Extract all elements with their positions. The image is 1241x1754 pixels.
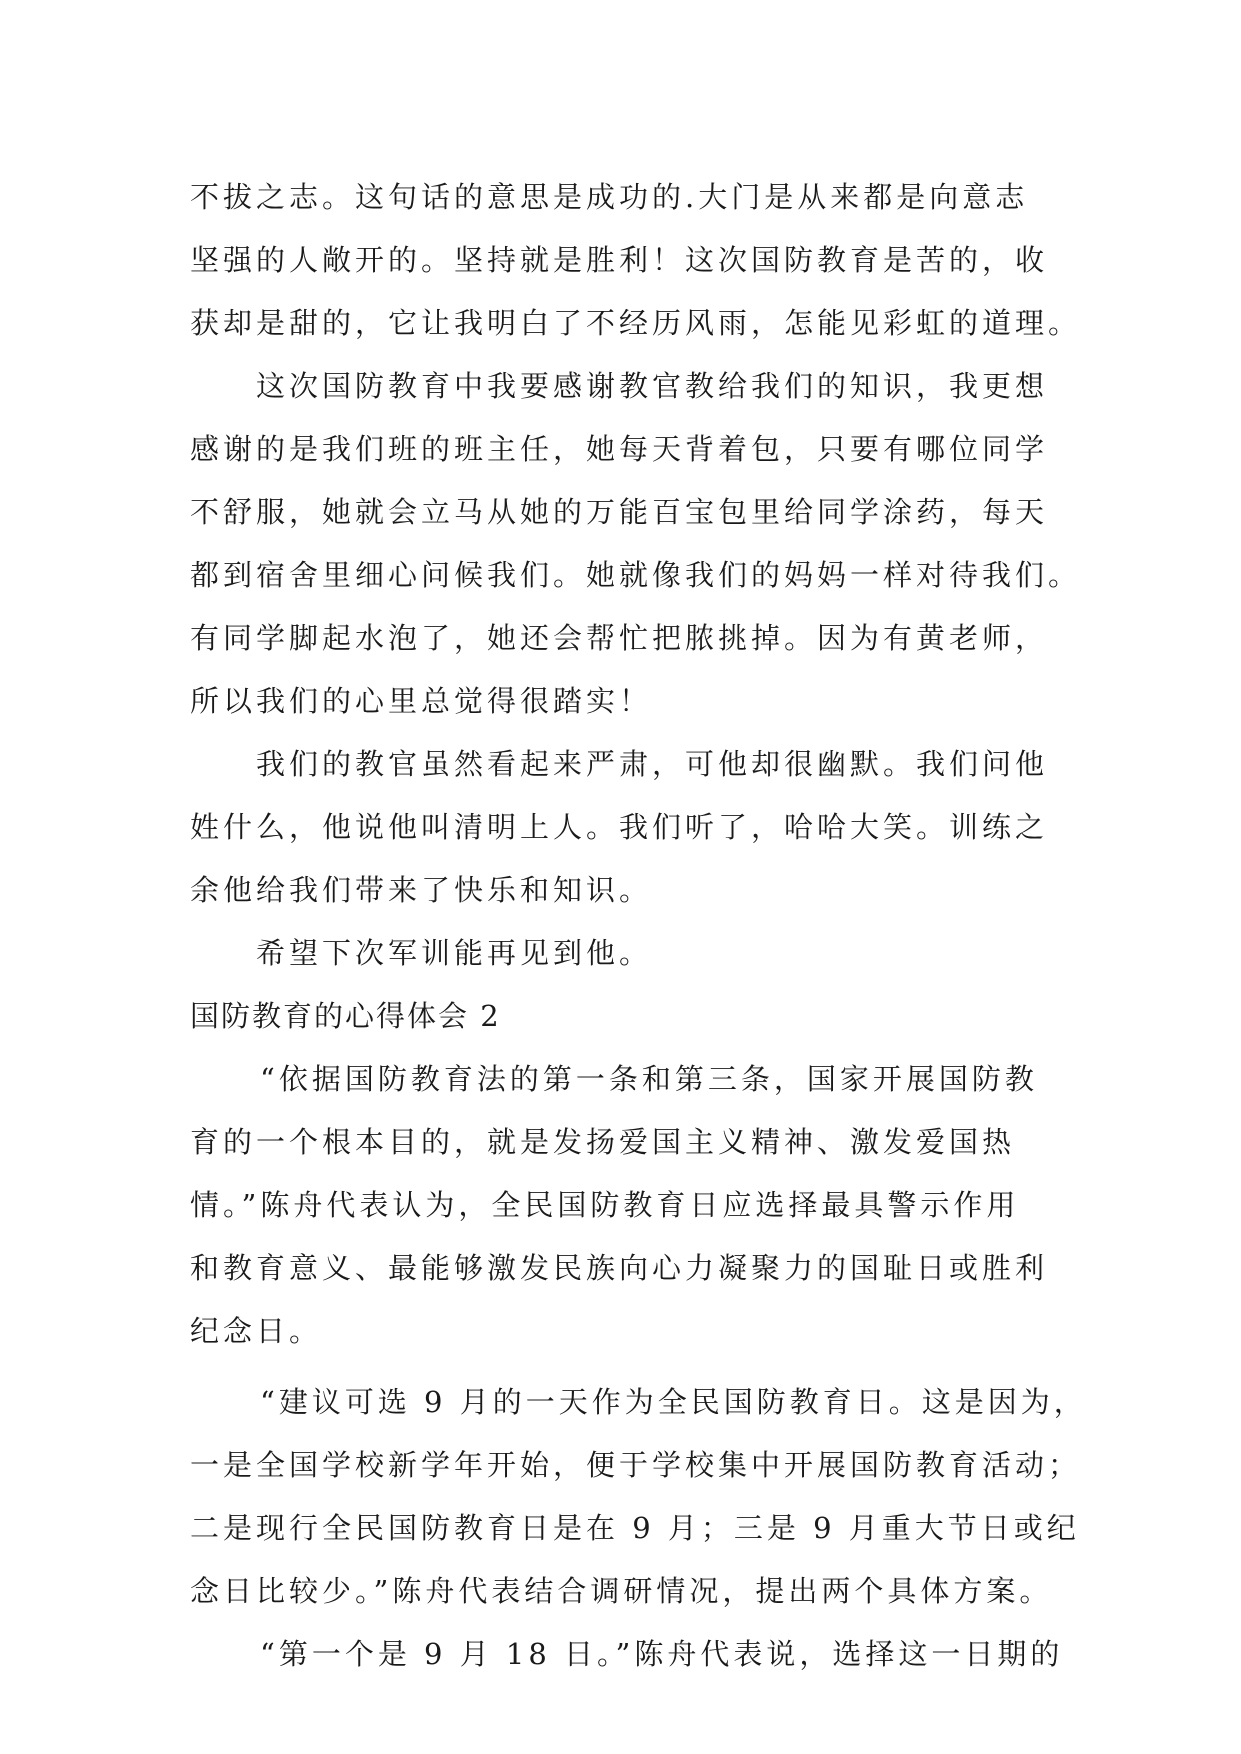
text-line: 都到宿舍里细心问候我们。她就像我们的妈妈一样对待我们。 xyxy=(190,558,1082,592)
text-line: 姓什么，他说他叫清明上人。我们听了，哈哈大笑。训练之 xyxy=(190,810,1049,844)
text-line: 所以我们的心里总觉得很踏实！ xyxy=(190,684,653,718)
text-line: 育的一个根本目的，就是发扬爱国主义精神、激发爱国热 xyxy=(190,1125,1016,1159)
paragraph-gap xyxy=(190,1363,1070,1371)
paragraph-first-line: 希望下次军训能再见到他。 xyxy=(256,936,653,970)
text-line: 二是现行全民国防教育日是在 9 月；三是 9 月重大节日或纪 xyxy=(190,1511,1080,1545)
text-line: 念日比较少。”陈舟代表结合调研情况，提出两个具体方案。 xyxy=(190,1574,1053,1608)
text-line: 和教育意义、最能够激发民族向心力凝聚力的国耻日或胜利 xyxy=(190,1251,1049,1285)
paragraph-first-line: “建议可选 9 月的一天作为全民国防教育日。这是因为， xyxy=(260,1385,1087,1419)
document-page xyxy=(190,166,1087,1686)
text-line: 纪念日。 xyxy=(190,1314,323,1348)
text-line: 一是全国学校新学年开始，便于学校集中开展国防教育活动； xyxy=(190,1448,1082,1482)
text-line: 情。”陈舟代表认为，全民国防教育日应选择最具警示作用 xyxy=(190,1188,1020,1222)
text-line: 余他给我们带来了快乐和知识。 xyxy=(190,873,653,907)
paragraph-first-line: 我们的教官虽然看起来严肃，可他却很幽默。我们问他 xyxy=(256,747,1049,781)
paragraph-first-line: “依据国防教育法的第一条和第三条，国家开展国防教 xyxy=(260,1062,1038,1096)
paragraph-first-line: “第一个是 9 月 18 日。”陈舟代表说，选择这一日期的 xyxy=(260,1637,1064,1671)
text-line: 坚强的人敞开的。坚持就是胜利！这次国防教育是苦的，收 xyxy=(190,243,1049,277)
paragraph-first-line: 这次国防教育中我要感谢教官教给我们的知识，我更想 xyxy=(256,369,1049,403)
section-heading: 国防教育的心得体会 2 xyxy=(190,999,501,1033)
text-line: 不舒服，她就会立马从她的万能百宝包里给同学涂药，每天 xyxy=(190,495,1049,529)
text-line: 不拔之志。这句话的意思是成功的.大门是从来都是向意志 xyxy=(190,180,1029,214)
text-line: 感谢的是我们班的班主任，她每天背着包，只要有哪位同学 xyxy=(190,432,1049,466)
text-line: 获却是甜的，它让我明白了不经历风雨，怎能见彩虹的道理。 xyxy=(190,306,1082,340)
text-line: 有同学脚起水泡了，她还会帮忙把脓挑掉。因为有黄老师， xyxy=(190,621,1049,655)
